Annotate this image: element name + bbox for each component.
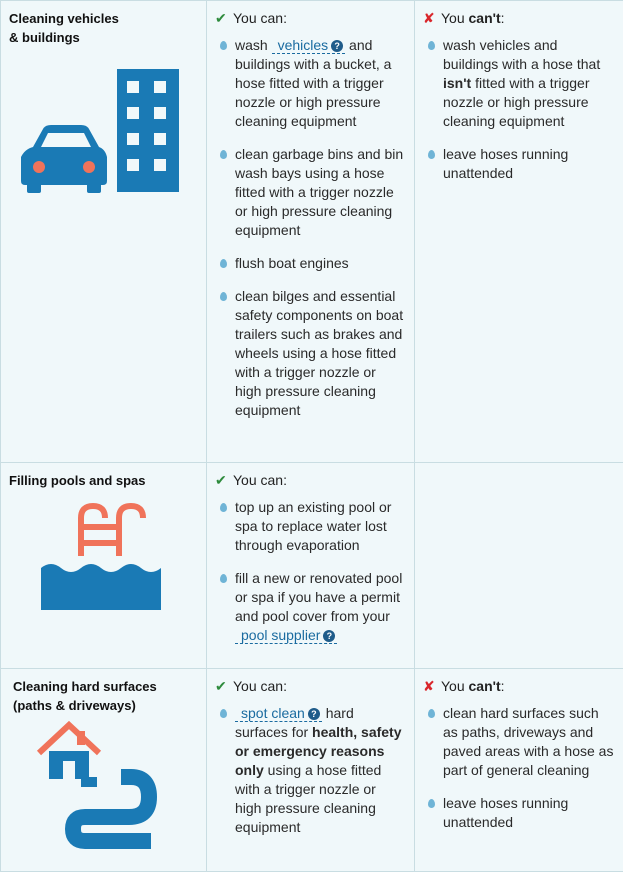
can-cell <box>207 669 415 872</box>
can-cell <box>207 463 415 669</box>
category-title: Cleaning hard surfaces (paths & driveways) <box>1 669 206 715</box>
list-item: wash vehicles ? and buildings with a bucket, a hose fitted with a trigger nozzle or high pressure cleaning equipment <box>235 36 406 131</box>
vehicles-link[interactable]: vehicles ? <box>272 37 346 54</box>
can-list <box>207 36 414 420</box>
help-icon[interactable]: ? <box>323 630 335 642</box>
cant-heading: ✘ You can't: <box>415 669 623 700</box>
can-cell <box>207 1 415 463</box>
cross-icon: ✘ <box>423 676 441 696</box>
check-icon: ✔ <box>215 470 233 490</box>
list-item: clean bilges and essential safety components on boat trailers such as brakes and wheels using a hose fitted with a trigger nozzle or high pressure cleaning equipment <box>235 287 406 420</box>
list-item: wash vehicles and buildings with a hose that isn't fitted with a trigger nozzle or high pressure cleaning equipment <box>443 36 615 131</box>
cant-list <box>415 704 623 832</box>
table-row <box>1 669 623 872</box>
check-icon: ✔ <box>215 8 233 28</box>
empty-cell <box>415 463 623 669</box>
cant-cell <box>415 669 623 872</box>
list-item: leave hoses running unattended <box>443 794 615 832</box>
cross-icon: ✘ <box>423 8 441 28</box>
list-item: flush boat engines <box>235 254 406 273</box>
list-item: leave hoses running unattended <box>443 145 615 183</box>
can-heading: ✔ You can: <box>207 1 414 32</box>
cant-cell <box>415 1 623 463</box>
list-item: spot clean ? hard surfaces for health, safety or emergency reasons only using a hose fitted with a trigger nozzle or high pressure cleaning equipment <box>235 704 406 837</box>
list-item: fill a new or renovated pool or spa if you have a permit and pool cover from your pool supplier ? <box>235 569 406 645</box>
cant-heading: ✘ You can't: <box>415 1 623 32</box>
check-icon: ✔ <box>215 676 233 696</box>
pool-ladder-icon <box>1 496 207 626</box>
category-title: Cleaning vehicles & buildings <box>1 1 206 47</box>
car-building-icon <box>1 59 207 219</box>
list-item: top up an existing pool or spa to replace water lost through evaporation <box>235 498 406 555</box>
house-path-icon <box>1 715 207 865</box>
can-heading: ✔ You can: <box>207 463 414 494</box>
table-row <box>1 1 623 463</box>
can-list <box>207 498 414 645</box>
list-item: clean garbage bins and bin wash bays using a hose fitted with a trigger nozzle or high pressure cleaning equipment <box>235 145 406 240</box>
can-heading: ✔ You can: <box>207 669 414 700</box>
category-cell <box>1 669 207 872</box>
pool-supplier-link[interactable]: pool supplier ? <box>235 627 337 644</box>
list-item: clean hard surfaces such as paths, driveways and paved areas with a hose as part of general cleaning <box>443 704 615 780</box>
category-cell <box>1 463 207 669</box>
help-icon[interactable]: ? <box>308 708 320 720</box>
category-cell <box>1 1 207 463</box>
category-title: Filling pools and spas <box>1 463 206 490</box>
cant-list <box>415 36 623 183</box>
table-row <box>1 463 623 669</box>
help-icon[interactable]: ? <box>331 40 343 52</box>
spot-clean-link[interactable]: spot clean ? <box>235 705 322 722</box>
can-list <box>207 704 414 837</box>
